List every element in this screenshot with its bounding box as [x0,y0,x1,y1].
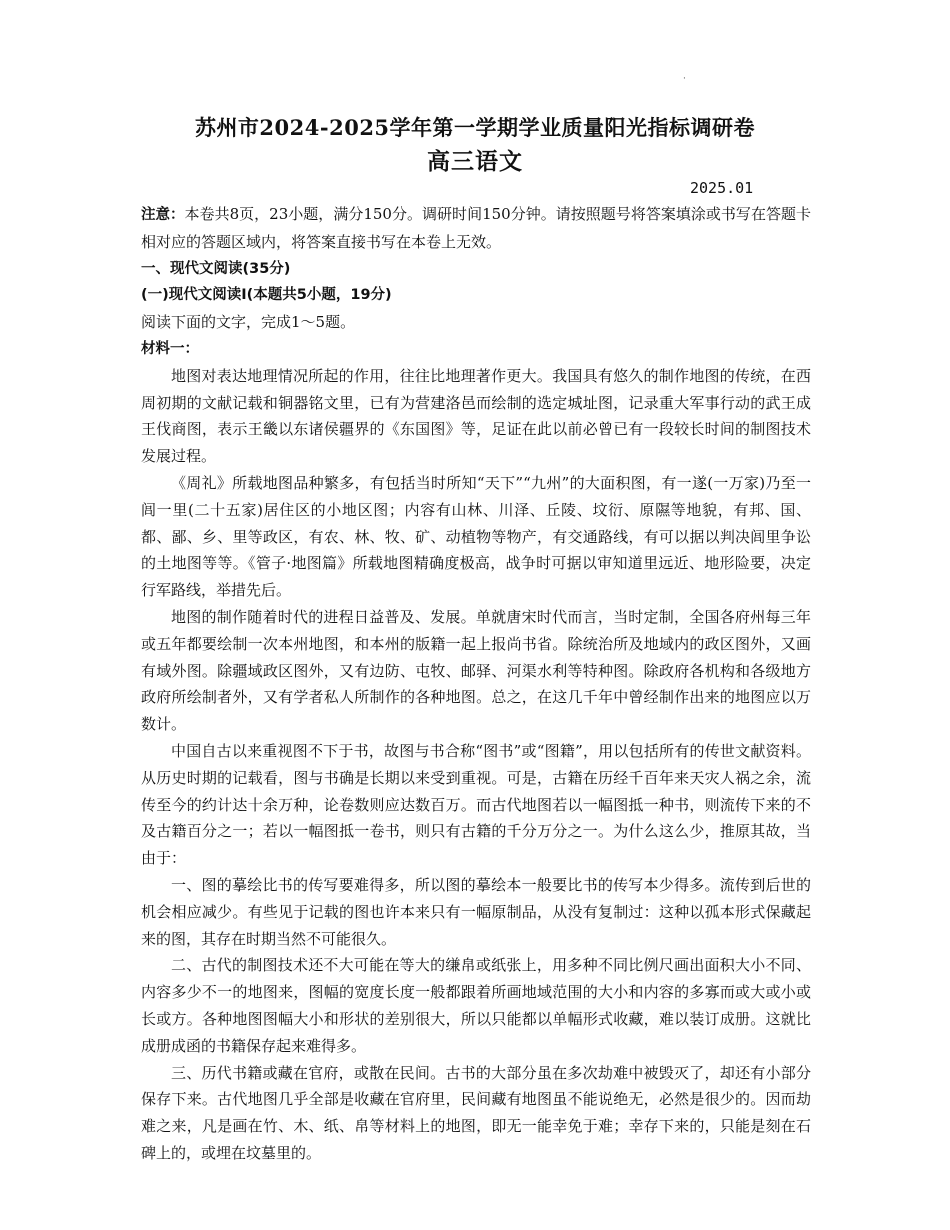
material-paragraph: 地图的制作随着时代的进程日益普及、发展。单就唐宋时代而言，当时定制，全国各府州每三年或五年都要绘制一次本州地图，和本州的版籍一起上报尚书省。除统治所及地域内的政区图外，又画有域外图。除疆域政区图外，又有边防、屯牧、邮驿、河渠水利等特种图。除政府各机构和各级地方政府所绘制者外，又有学者私人所制作的各种地图。总之，在这几千年中曾经制作出来的地图应以万数计。 [141,607,811,734]
exam-body [141,201,811,1167]
exam-title: 苏州市2024-2025学年第一学期学业质量阳光指标调研卷 [194,115,756,140]
subsection-heading: (一)现代文阅读Ⅰ(本题共5小题，19分) [141,287,392,304]
exam-subtitle: 高三语文 [427,148,523,175]
corner-mark: · [683,74,686,84]
material-label: 材料一： [141,340,199,357]
notice-label: 注意： [141,207,185,223]
material-paragraph: 中国自古以来重视图不下于书，故图与书合称“图书”或“图籍”，用以包括所有的传世文献资料。从历史时期的记载看，图与书确是长期以来受到重视。可是，古籍在历经千百年来天灾人祸之余，流传至今的约计达十余万种，论卷数则应达数百万。而古代地图若以一幅图抵一种书，则流传下来的不及古籍百分之一；若以一幅图抵一卷书，则只有古籍的千分万分之一。为什么这么少，推原其故，当由于： [141,741,811,868]
reading-instruction: 阅读下面的文字，完成1～5题。 [141,313,356,332]
material-paragraph: 三、历代书籍或藏在官府，或散在民间。古书的大部分虽在多次劫难中被毁灭了，却还有小部分保存下来。古代地图几乎全部是收藏在官府里，民间藏有地图虽不能说绝无，必然是很少的。因而劫难之来，凡是画在竹、木、纸、帛等材料上的地图，即无一能幸免于难；幸存下来的，只能是刻在石碑上的，或埋在坟墓里的。 [141,1063,811,1162]
material-paragraph: 一、图的摹绘比书的传写要难得多，所以图的摹绘本一般要比书的传写本少得多。流传到后世的机会相应减少。有些见于记载的图也许本来只有一幅原制品，从没有复制过：这种以孤本形式保藏起来的图，其存在时期当然不可能很久。 [141,875,811,948]
notice [141,201,811,256]
material-paragraph: 《周礼》所载地图品种繁多，有包括当时所知“天下”“九州”的大面积图，有一遂(一万家)乃至一闾一里(二十五家)居住区的小地区图；内容有山林、川泽、丘陵、坟衍、原隰等地貌，有邦、国、都、鄙、乡、里等政区，有农、林、牧、矿、动植物等物产，有交通路线，有可以据以判决闾里争讼的土地图等等。《管子·地图篇》所载地图精确度极高，战争时可据以审知道里远近、地形险要，决定行军路线，举措先后。 [141,473,811,600]
exam-date: 2025.01 [690,179,754,197]
section-heading: 一、现代文阅读(35分) [141,260,291,277]
material-paragraph: 二、古代的制图技术还不大可能在等大的缣帛或纸张上，用多种不同比例尺画出面积大小不同、内容多少不一的地图来，图幅的宽度长度一般都跟着所画地域范围的大小和内容的多寡而或大或小或长或方。各种地图图幅大小和形状的差别很大，所以只能都以单幅形式收藏，难以装订成册。这就比成册成函的书籍保存起来难得多。 [141,956,811,1055]
material-paragraph: 地图对表达地理情况所起的作用，往往比地理著作更大。我国具有悠久的制作地图的传统，在西周初期的文献记载和铜器铭文里，已有为营建洛邑而绘制的选定城址图，记录重大军事行动的武王成王伐商图，表示王畿以东诸侯疆界的《东国图》等，足证在此以前必曾已有一段较长时间的制图技术发展过程。 [141,366,811,466]
notice-text: 本卷共8页，23小题，满分150分。调研时间150分钟。请按照题号将答案填涂或书写在答题卡相对应的答题区域内，将答案直接书写在本卷上无效。 [141,205,811,251]
